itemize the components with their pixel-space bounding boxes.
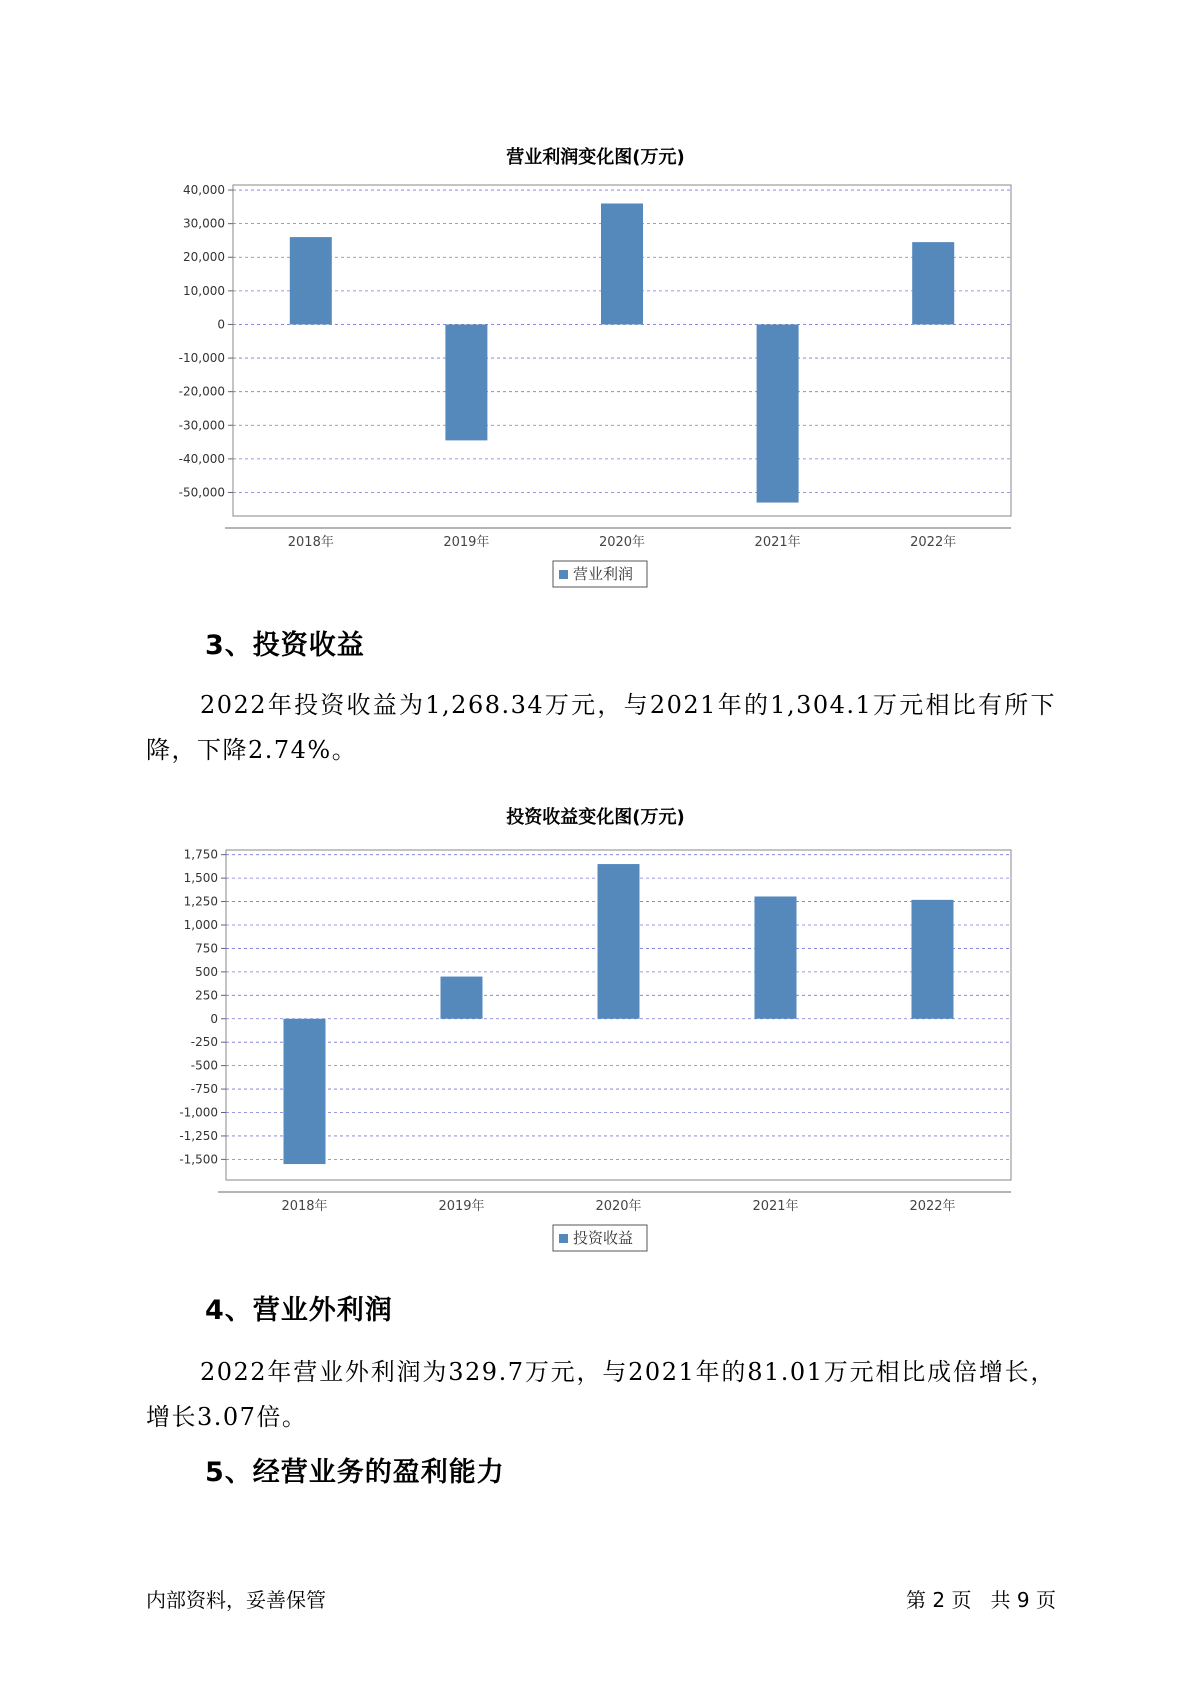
heading-business-profitability: 5、经营业务的盈利能力 [205, 1457, 505, 1488]
bar [445, 324, 487, 440]
y-tick-label: -250 [190, 1035, 218, 1050]
y-tick-label: -20,000 [178, 384, 225, 399]
chart-title-investment-income: 投资收益变化图(万元) [506, 807, 685, 828]
legend-label: 投资收益 [573, 1229, 634, 1247]
y-tick-label: -1,250 [179, 1128, 218, 1143]
y-tick-label: 0 [210, 1011, 218, 1026]
y-tick-label: -1,500 [179, 1152, 218, 1167]
operating-profit-chart [0, 170, 1191, 620]
bar [290, 237, 332, 324]
y-tick-label: 1,250 [183, 894, 218, 909]
bar [598, 864, 640, 1019]
x-tick-label: 2021年 [754, 535, 801, 550]
legend-label: 营业利润 [573, 565, 634, 583]
y-tick-label: 1,000 [183, 918, 218, 932]
x-tick-label: 2019年 [443, 535, 490, 550]
bar [912, 900, 954, 1019]
legend-swatch [559, 570, 568, 579]
bar [284, 1019, 326, 1164]
y-tick-label: 30,000 [183, 216, 225, 231]
y-tick-label: 1,750 [183, 847, 218, 862]
y-tick-label: 250 [195, 988, 218, 1003]
x-tick-label: 2018年 [281, 1199, 328, 1214]
heading-non-operating-profit: 4、营业外利润 [205, 1295, 393, 1326]
paragraph-non-operating-profit: 2022年营业外利润为329.7万元，与2021年的81.01万元相比成倍增长，增长3.07倍。 [146, 1358, 1056, 1431]
y-tick-label: 750 [195, 941, 218, 956]
y-tick-label: -50,000 [178, 485, 225, 500]
y-tick-label: 20,000 [183, 250, 225, 265]
footer-page-number: 第 2 页 共 9 页 [906, 1588, 1056, 1612]
x-tick-label: 2021年 [752, 1199, 799, 1214]
y-tick-label: 500 [195, 964, 218, 979]
x-tick-label: 2020年 [598, 535, 646, 550]
heading-investment-income: 3、投资收益 [205, 630, 365, 661]
y-tick-label: 40,000 [183, 183, 225, 198]
y-tick-label: 1,500 [183, 871, 218, 886]
x-tick-label: 2018年 [287, 535, 334, 550]
chart-title-operating-profit: 营业利润变化图(万元) [506, 147, 685, 168]
x-tick-label: 2022年 [910, 535, 957, 550]
bar [441, 977, 483, 1019]
y-tick-label: 10,000 [183, 283, 225, 298]
footer-confidential-note: 内部资料，妥善保管 [146, 1588, 326, 1612]
bar [755, 896, 797, 1018]
y-tick-label: -40,000 [178, 451, 225, 466]
legend-swatch [559, 1234, 568, 1243]
y-tick-label: -1,000 [179, 1105, 218, 1120]
x-tick-label: 2019年 [438, 1199, 485, 1214]
y-tick-label: -10,000 [178, 351, 225, 366]
x-tick-label: 2022年 [909, 1199, 956, 1214]
bar [757, 324, 799, 502]
bar [912, 242, 954, 324]
x-tick-label: 2020年 [595, 1199, 642, 1214]
y-tick-label: 0 [217, 317, 225, 332]
y-tick-label: -750 [190, 1082, 218, 1097]
y-tick-label: -30,000 [178, 418, 225, 433]
paragraph-investment-income: 2022年投资收益为1,268.34万元，与2021年的1,304.1万元相比有所下降，下降2.74%。 [146, 691, 1056, 764]
investment-income-chart [0, 835, 1191, 1275]
bar [601, 203, 643, 324]
y-tick-label: -500 [190, 1058, 218, 1073]
